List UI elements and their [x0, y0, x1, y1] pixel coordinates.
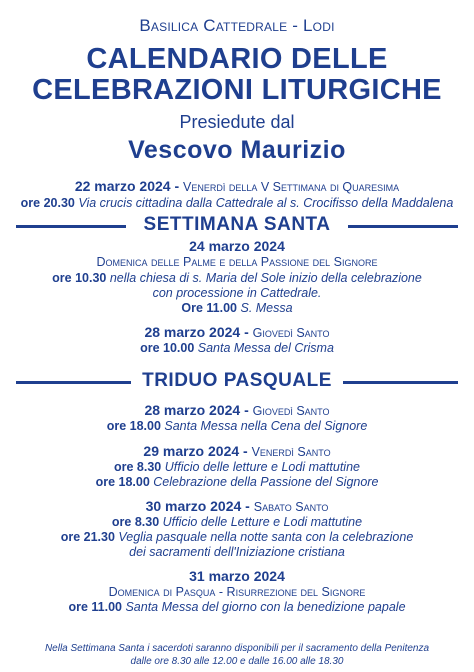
event-text: Santa Messa nella Cena del Signore — [160, 419, 368, 433]
venerdi-date-line — [0, 443, 474, 459]
event-text: Via crucis cittadina dalla Cattedrale al s. Crocifisso della Maddalena — [74, 196, 454, 210]
venerdi-desc: Venerdì Santo — [251, 445, 331, 459]
cena-date-line — [0, 402, 474, 418]
section-heading: SETTIMANA SANTA — [143, 214, 331, 235]
event-time: ore 18.00 — [95, 475, 150, 489]
palme-event-cont: con processione in Cattedrale. — [152, 286, 322, 300]
footer-line-2: dalle ore 8.30 alle 12.00 e dalle 16.00 alle 18.30 — [130, 656, 344, 667]
event-text: Santa Messa del giorno con la benedizione papale — [121, 600, 406, 614]
quaresima-desc: Venerdì della V Settimana di Quaresima — [183, 180, 400, 194]
event-text: nella chiesa di s. Maria del Sole inizio della celebrazione — [106, 271, 422, 285]
footer-line-1: Nella Settimana Santa i sacerdoti saranno disponibili per il sacramento della Penitenza — [44, 643, 430, 654]
basilica-name: Basilica Cattedrale - Lodi — [139, 16, 335, 35]
subtitle: Presiedute dal — [179, 112, 295, 132]
footer-note — [0, 642, 474, 668]
pasqua-date: 31 marzo 2024 — [189, 568, 285, 584]
event-text: Veglia pasquale nella notte santa con la celebrazione — [114, 530, 414, 544]
quaresima-date-line — [0, 178, 474, 194]
quaresima-event-line — [0, 196, 474, 210]
separator: - — [241, 498, 254, 514]
event-time: ore 10.00 — [140, 341, 195, 355]
event-text: Ufficio delle letture e Lodi mattutine — [161, 460, 360, 474]
sabato-date: 30 marzo 2024 — [145, 498, 242, 514]
palme-desc: Domenica delle Palme e della Passione del Signore — [96, 255, 378, 269]
title-line-2: CELEBRAZIONI LITURGICHE — [32, 74, 442, 106]
palme-event-line-1 — [0, 271, 474, 285]
event-text: Ufficio delle Letture e Lodi mattutine — [159, 515, 363, 529]
pasqua-date-line — [0, 568, 474, 584]
section-heading: TRIDUO PASQUALE — [142, 370, 332, 391]
header — [0, 16, 474, 165]
palme-event-line-2 — [0, 301, 474, 315]
event-text: Santa Messa del Crisma — [194, 341, 334, 355]
cena-desc: Giovedì Santo — [252, 404, 330, 418]
event-time: ore 20.30 — [20, 196, 75, 210]
separator: - — [170, 178, 184, 194]
pasqua-event-line — [0, 600, 474, 614]
palme-date-line — [0, 238, 474, 254]
sabato-event-line-1 — [0, 515, 474, 529]
event-time: ore 8.30 — [111, 515, 160, 529]
event-time: ore 18.00 — [106, 419, 161, 433]
triduo-band — [16, 370, 458, 392]
crisma-date: 28 marzo 2024 — [144, 324, 241, 340]
event-time: ore 8.30 — [114, 460, 162, 474]
venerdi-date: 29 marzo 2024 — [143, 443, 240, 459]
title-line-1: CALENDARIO DELLE — [86, 43, 388, 75]
event-time: ore 21.30 — [60, 530, 115, 544]
event-text: Celebrazione della Passione del Signore — [149, 475, 379, 489]
separator: - — [240, 402, 253, 418]
sabato-date-line — [0, 498, 474, 514]
page-title — [0, 44, 474, 106]
venerdi-event-line-2 — [0, 475, 474, 489]
separator: - — [239, 443, 252, 459]
event-text: S. Messa — [237, 301, 293, 315]
pasqua-desc: Domenica di Pasqua - Risurrezione del Signore — [108, 585, 366, 599]
crisma-event-line — [0, 341, 474, 355]
sabato-event-cont: dei sacramenti dell'Iniziazione cristiana — [129, 545, 345, 559]
cena-event-line — [0, 419, 474, 433]
venerdi-event-line-1 — [0, 460, 474, 474]
event-time: Ore 11.00 — [181, 301, 238, 315]
event-time: ore 11.00 — [68, 600, 122, 614]
crisma-desc: Giovedì Santo — [252, 326, 330, 340]
crisma-date-line — [0, 324, 474, 340]
quaresima-date: 22 marzo 2024 — [74, 178, 171, 194]
sabato-desc: Sabato Santo — [253, 500, 329, 514]
sabato-event-line-2 — [0, 530, 474, 544]
separator: - — [240, 324, 253, 340]
event-time: ore 10.30 — [52, 271, 107, 285]
settimana-santa-band — [16, 214, 458, 236]
bishop-name: Vescovo Maurizio — [128, 136, 346, 164]
palme-date: 24 marzo 2024 — [189, 238, 285, 254]
cena-date: 28 marzo 2024 — [144, 402, 241, 418]
